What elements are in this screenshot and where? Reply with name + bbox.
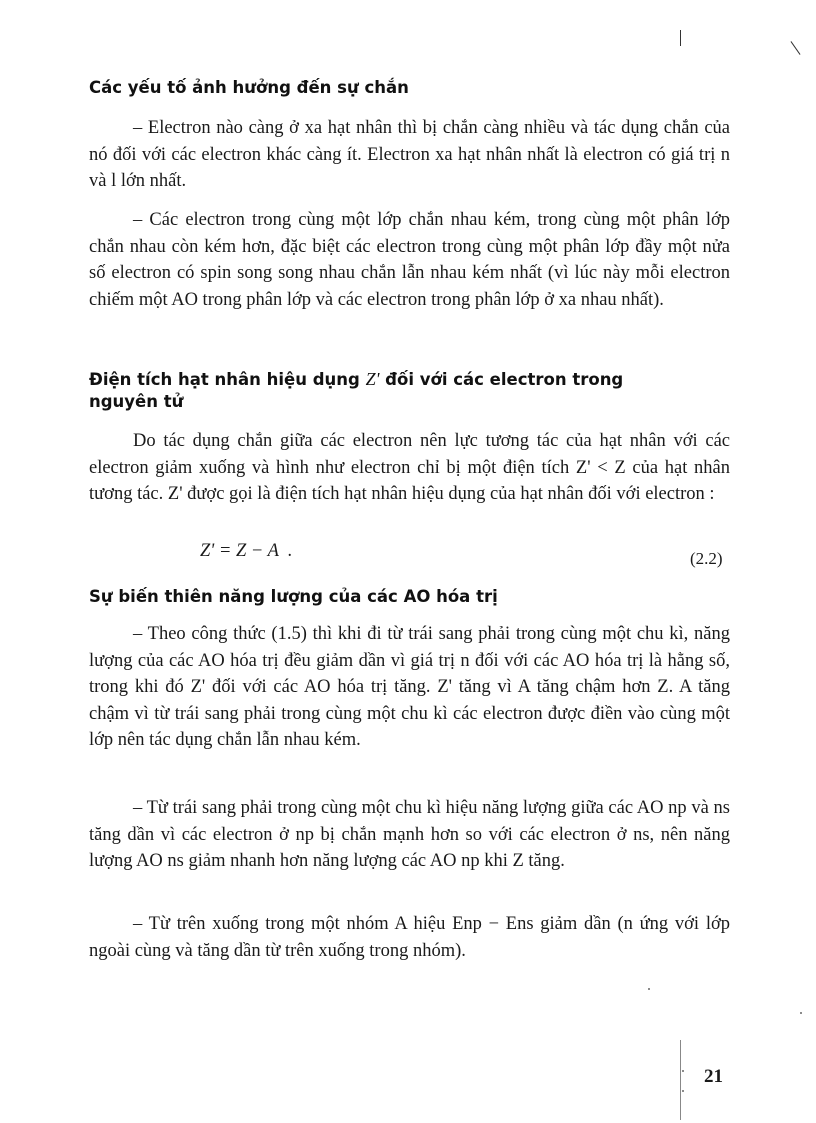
heading-symbol: Z' xyxy=(365,369,380,389)
heading-text-line2: nguyên tử xyxy=(89,392,184,411)
scan-mark xyxy=(680,1040,681,1120)
scan-dot xyxy=(800,1012,802,1014)
scan-dot xyxy=(648,988,650,990)
scan-mark xyxy=(791,41,801,55)
scan-dot xyxy=(682,1090,684,1092)
heading-effective-nuclear-charge xyxy=(89,368,623,413)
page-number: 21 xyxy=(704,1066,723,1087)
heading-text-b: đối với các electron trong xyxy=(379,370,624,389)
paragraph-np-ns-difference: – Từ trái sang phải trong cùng một chu kì hiệu năng lượng giữa các AO np và ns tăng dần vì các electron ở np bị chắn mạnh hơn so với các electron ở ns, nên năng lượng AO ns giảm nhanh hơn năng lượng các AO np khi Z tăng. xyxy=(89,798,730,871)
scan-dot xyxy=(682,1070,684,1072)
paragraph-group-trend: – Từ trên xuống trong một nhóm A hiệu Enp − Ens giảm dần (n ứng với lớp ngoài cùng và tăng dần từ trên xuống trong nhóm). xyxy=(89,914,730,961)
heading-text-a: Điện tích hạt nhân hiệu dụng xyxy=(89,370,366,389)
formula-effective-charge: Z' = Z − A . xyxy=(200,541,293,561)
scan-mark xyxy=(680,30,681,46)
paragraph-distance-shielding: – Electron nào càng ở xa hạt nhân thì bị chắn càng nhiều và tác dụng chắn của nó đối với các electron khác càng ít. Electron xa hạt nhân nhất là electron có giá trị n và l lớn nhất. xyxy=(89,118,730,191)
paragraph-same-layer-shielding: – Các electron trong cùng một lớp chắn nhau kém, trong cùng một phân lớp chắn nhau còn kém hơn, đặc biệt các electron trong cùng một phân lớp đầy một nửa số electron có spin song song nhau chắn lẫn nhau kém nhất (vì lúc này mỗi electron chiếm một AO trong phân lớp và các electron trong phân lớp ở xa nhau nhất). xyxy=(89,210,730,310)
paragraph-effective-charge: Do tác dụng chắn giữa các electron nên lực tương tác của hạt nhân với các electron giảm xuống và hình như electron chỉ bị một điện tích Z' < Z của hạt nhân tương tác. Z' được gọi là điện tích hạt nhân hiệu dụng của hạt nhân đối với electron : xyxy=(89,431,730,504)
paragraph-period-energy: – Theo công thức (1.5) thì khi đi từ trái sang phải trong cùng một chu kì, năng lượng của các AO hóa trị đều giảm dần vì giá trị n đối với các AO hóa trị là hằng số, trong khi đó Z' đối với các AO hóa trị tăng. Z' tăng vì A tăng chậm hơn Z. A tăng chậm vì từ trái sang phải trong cùng một chu kì các electron được điền vào cùng một lớp nên tác dụng chắn lẫn nhau kém. xyxy=(89,624,730,750)
heading-shielding-factors: Các yếu tố ảnh hưởng đến sự chắn xyxy=(89,78,409,97)
heading-valence-ao-energy: Sự biến thiên năng lượng của các AO hóa trị xyxy=(89,587,498,606)
equation-number: (2.2) xyxy=(690,549,723,568)
